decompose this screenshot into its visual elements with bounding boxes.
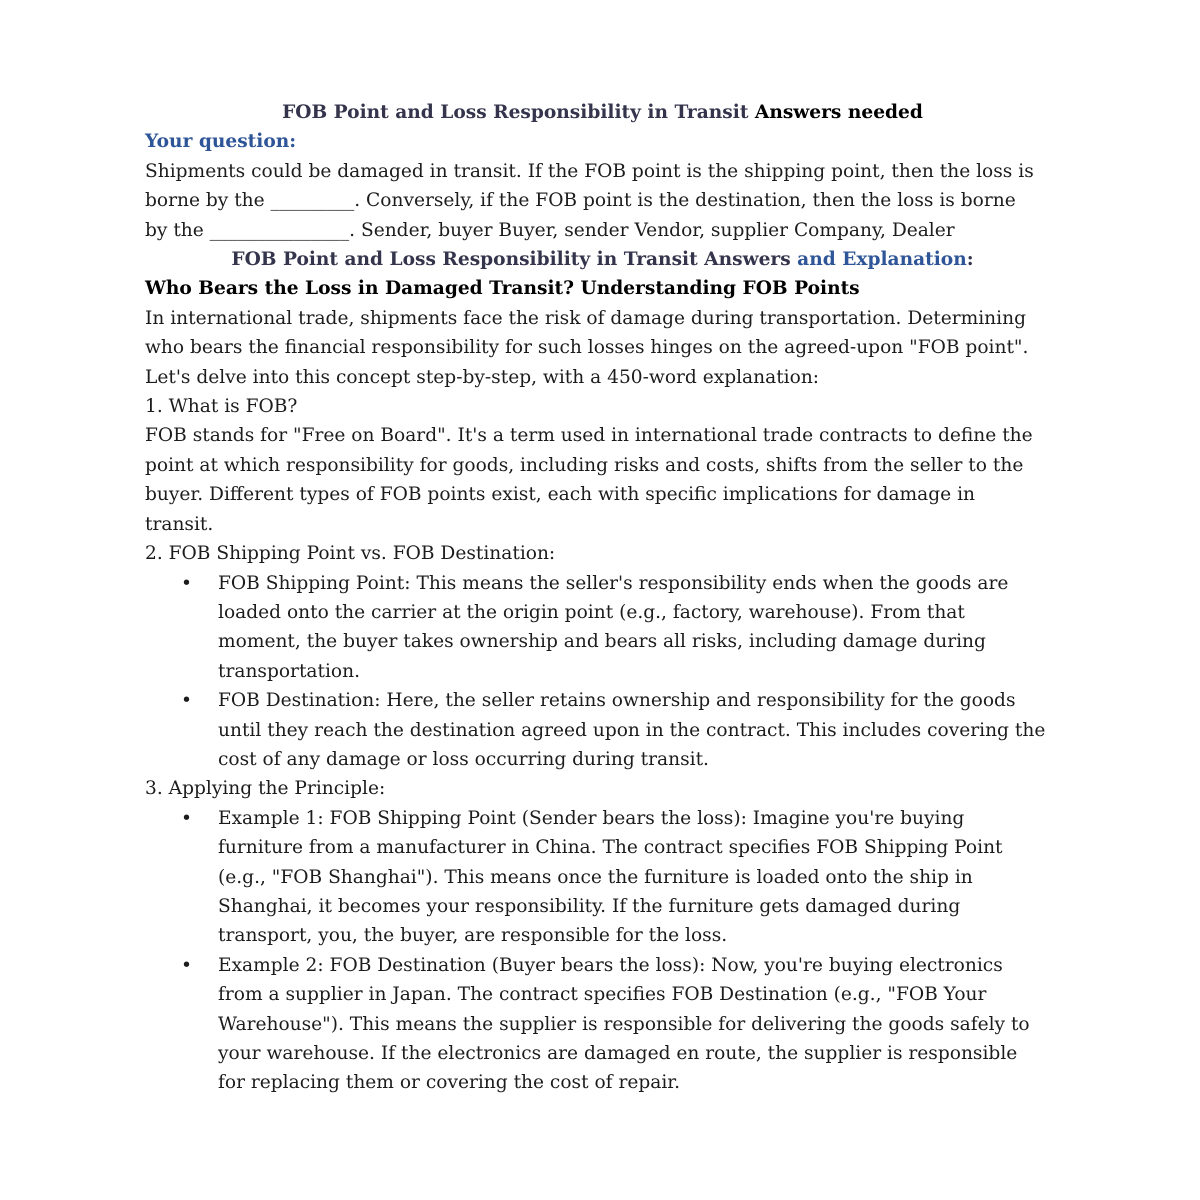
numbered-item-3	[145, 774, 1060, 803]
bullet-fob-shipping-point	[145, 569, 1060, 687]
bullet-example-2-line: your warehouse. If the electronics are damaged en route, the supplier is responsible	[218, 1043, 1018, 1064]
bullet-example-1-line: furniture from a manufacturer in China. The contract specifies FOB Shipping Point	[218, 837, 1003, 859]
bullet-example-1-line: Example 1: FOB Shipping Point (Sender bears the loss): Imagine you're buying	[218, 807, 965, 829]
intro-paragraph-line: who bears the financial responsibility for such losses hinges on the agreed-upon "FOB point".	[145, 337, 1029, 359]
bullet-icon: •	[181, 572, 192, 594]
fob-definition-paragraph-line: transit.	[145, 513, 214, 535]
fob-definition-paragraph-line: buyer. Different types of FOB points exist, each with specific implications for damage in	[145, 484, 975, 506]
answer-title	[145, 245, 1060, 274]
bullet-example-2-line: Warehouse"). This means the supplier is responsible for delivering the goods safely to	[218, 1013, 1030, 1035]
bullet-fob-shipping-point-line: moment, the buyer takes ownership and bears all risks, including damage during	[218, 631, 986, 653]
bullet-fob-destination-line: until they reach the destination agreed upon in the contract. This includes covering the	[218, 719, 1046, 741]
bullet-icon: •	[181, 690, 192, 712]
fob-definition-paragraph	[145, 421, 1060, 539]
bullet-example-2	[145, 951, 1060, 1098]
bullet-icon: •	[181, 807, 192, 829]
question-paragraph-line: Shipments could be damaged in transit. If the FOB point is the shipping point, then the loss is	[145, 160, 1034, 182]
fob-definition-paragraph-line: FOB stands for "Free on Board". It's a term used in international trade contracts to define the	[145, 425, 1033, 447]
doc-title-run-0: FOB Point and Loss Responsibility in Transit	[282, 102, 755, 123]
bullet-example-2-line: for replacing them or covering the cost of repair.	[218, 1072, 681, 1094]
fob-definition-paragraph-line: point at which responsibility for goods, including risks and costs, shifts from the seller to the	[145, 454, 1024, 476]
bullet-example-1-line: Shanghai, it becomes your responsibility. If the furniture gets damaged during	[218, 895, 961, 917]
bullet-fob-shipping-point-line: loaded onto the carrier at the origin point (e.g., factory, warehouse). From that	[218, 601, 965, 623]
bullet-example-2-line: from a supplier in Japan. The contract specifies FOB Destination (e.g., "FOB Your	[218, 984, 987, 1006]
doc-title	[145, 98, 1060, 127]
answer-title-run-0: FOB Point and Loss Responsibility in Transit Answers	[231, 249, 798, 271]
bullet-example-2-line: Example 2: FOB Destination (Buyer bears the loss): Now, you're buying electronics	[218, 954, 1003, 976]
bullet-fob-shipping-point-line: transportation.	[218, 660, 361, 682]
intro-paragraph-line: Let's delve into this concept step-by-step, with a 450-word explanation:	[145, 366, 820, 388]
bullet-fob-destination-line: cost of any damage or loss occurring during transit.	[218, 748, 709, 770]
bullet-fob-destination-line: FOB Destination: Here, the seller retains ownership and responsibility for the goods	[218, 690, 1016, 712]
section-heading	[145, 274, 1060, 303]
document-content	[145, 98, 1060, 1098]
bullet-icon: •	[181, 954, 192, 976]
bullet-fob-destination	[145, 686, 1060, 774]
intro-paragraph	[145, 304, 1060, 392]
numbered-item-3-line: 3. Applying the Principle:	[145, 778, 386, 800]
bullet-fob-shipping-point-line: FOB Shipping Point: This means the seller's responsibility ends when the goods are	[218, 572, 1009, 594]
answer-title-run-2: :	[966, 249, 974, 271]
question-paragraph-line: borne by the _________. Conversely, if the FOB point is the destination, then the loss is borne	[145, 190, 1016, 212]
question-paragraph	[145, 157, 1060, 245]
numbered-item-1	[145, 392, 1060, 421]
section-heading-line: Who Bears the Loss in Damaged Transit? Understanding FOB Points	[145, 278, 860, 300]
answer-title-run-1: and Explanation	[797, 249, 967, 271]
your-question-heading	[145, 127, 1060, 156]
numbered-item-2	[145, 539, 1060, 568]
numbered-item-2-line: 2. FOB Shipping Point vs. FOB Destination:	[145, 543, 556, 565]
bullet-example-1	[145, 804, 1060, 951]
question-paragraph-line: by the _______________. Sender, buyer Buyer, sender Vendor, supplier Company, Dealer	[145, 219, 955, 241]
your-question-heading-line: Your question:	[145, 131, 297, 153]
intro-paragraph-line: In international trade, shipments face the risk of damage during transportation. Determining	[145, 307, 1026, 329]
numbered-item-1-line: 1. What is FOB?	[145, 396, 298, 418]
bullet-example-1-line: (e.g., "FOB Shanghai"). This means once the furniture is loaded onto the ship in	[218, 866, 973, 888]
doc-title-run-1: Answers needed	[754, 102, 923, 123]
bullet-example-1-line: transport, you, the buyer, are responsible for the loss.	[218, 925, 728, 947]
